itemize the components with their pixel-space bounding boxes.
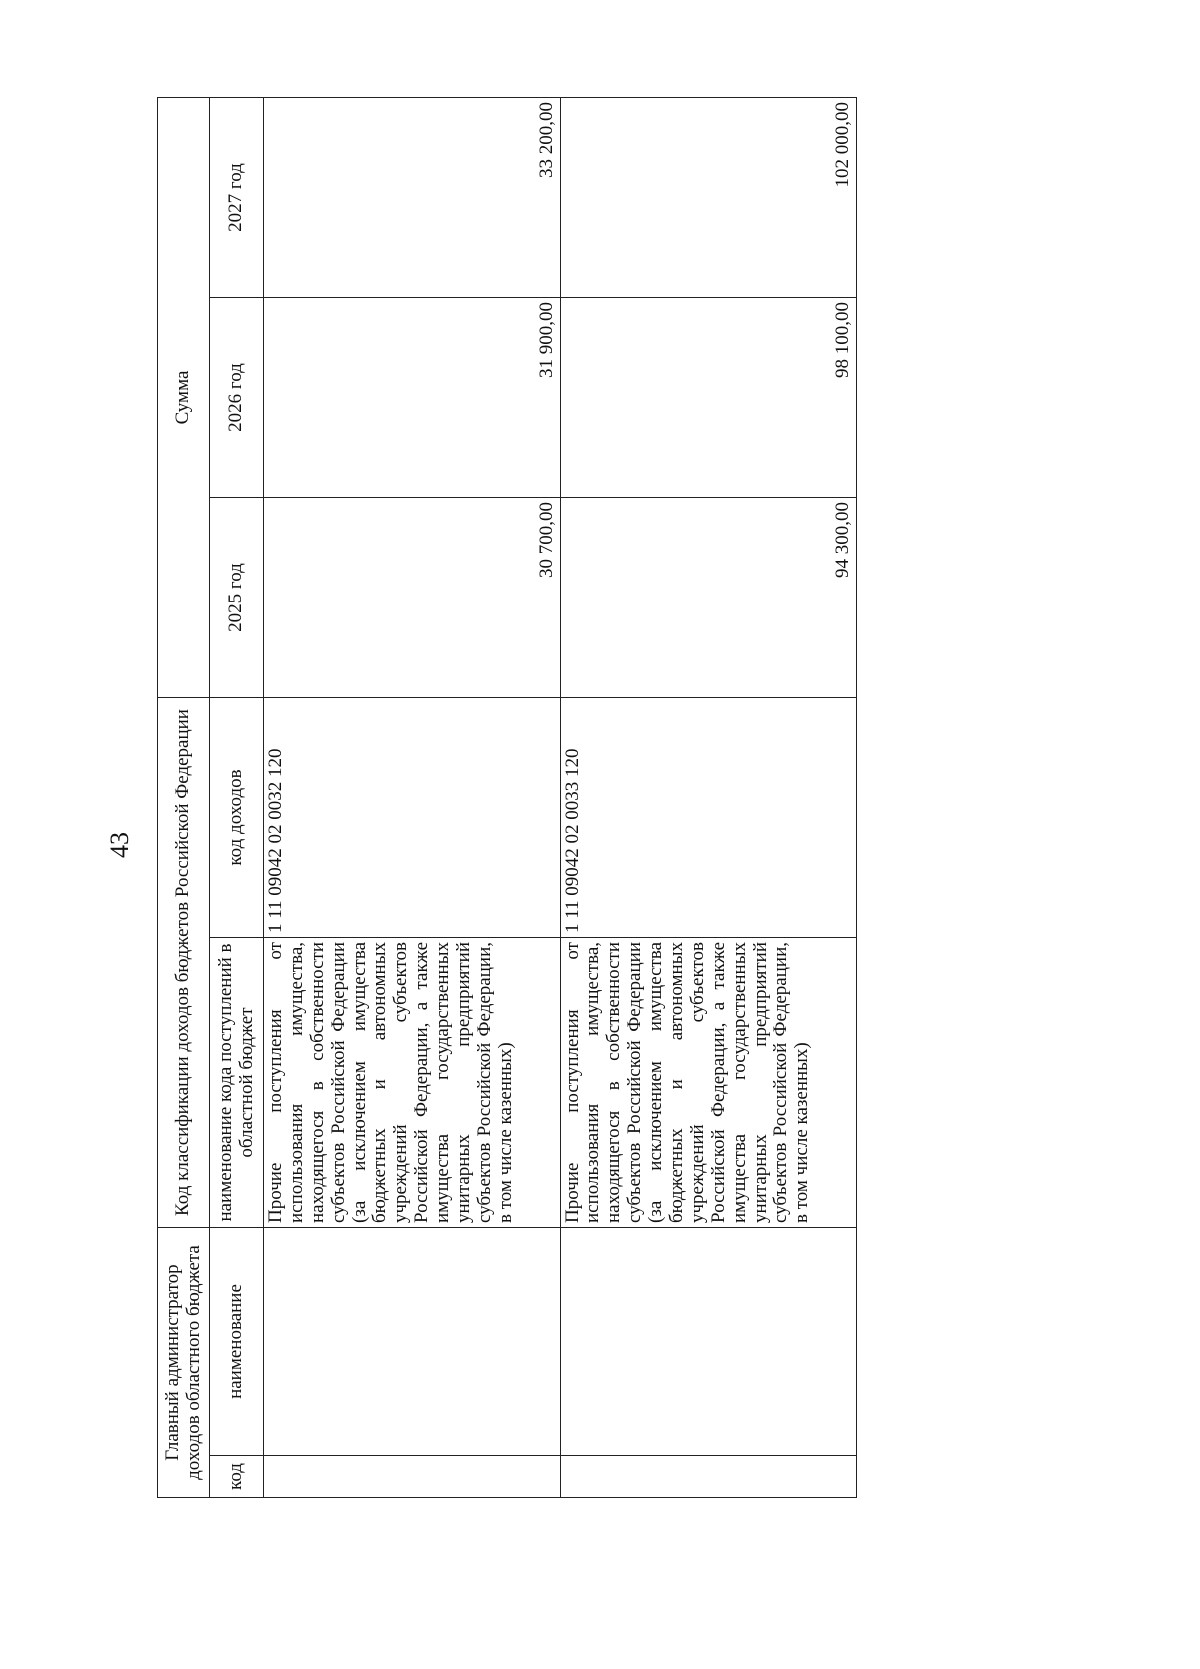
header-admin-name: наименование: [210, 1228, 264, 1456]
header-year-2026: 2026 год: [210, 298, 264, 498]
sum-2027-cell: 102 000,00: [560, 98, 857, 298]
admin-name-cell: [560, 1228, 857, 1456]
admin-code-cell: [264, 1456, 561, 1498]
header-admin-code: код: [210, 1456, 264, 1498]
page-number: 43: [105, 832, 134, 858]
budget-table-container: [157, 98, 857, 1498]
admin-name-cell: [264, 1228, 561, 1456]
sum-2025-cell: 94 300,00: [560, 498, 857, 698]
income-description-cell: Прочие поступления от использования имущества, находящегося в собственности субъектов Российской Федерации (за исключением имущества бюджетных и автономных учреждений субъектов Российской Федерации, а также имущества государственных унитарных предприятий субъектов Российской Федерации, в том числе казенных): [560, 938, 857, 1228]
income-description-cell: Прочие поступления от использования имущества, находящегося в собственности субъектов Российской Федерации (за исключением имущества бюджетных и автономных учреждений субъектов Российской Федерации, а также имущества государственных унитарных предприятий субъектов Российской Федерации, в том числе казенных): [264, 938, 561, 1228]
header-classification-group: Код классификации доходов бюджетов Российской Федерации: [158, 698, 210, 1228]
sum-2025-cell: 30 700,00: [264, 498, 561, 698]
income-code-cell: 1 11 09042 02 0033 120: [560, 698, 857, 938]
header-admin-group: Главный администратор доходов областного бюджета: [158, 1228, 210, 1498]
sum-2026-cell: 31 900,00: [264, 298, 561, 498]
sum-2026-cell: 98 100,00: [560, 298, 857, 498]
header-year-2025: 2025 год: [210, 498, 264, 698]
admin-code-cell: [560, 1456, 857, 1498]
header-sum-group: Сумма: [158, 98, 210, 698]
header-year-2027: 2027 год: [210, 98, 264, 298]
income-code-cell: 1 11 09042 02 0032 120: [264, 698, 561, 938]
budget-income-table: [157, 97, 857, 1498]
sum-2027-cell: 33 200,00: [264, 98, 561, 298]
header-income-name: наименование кода поступлений в областной бюджет: [210, 938, 264, 1228]
table-row: [264, 98, 561, 1498]
table-row: [560, 98, 857, 1498]
header-income-code: код доходов: [210, 698, 264, 938]
